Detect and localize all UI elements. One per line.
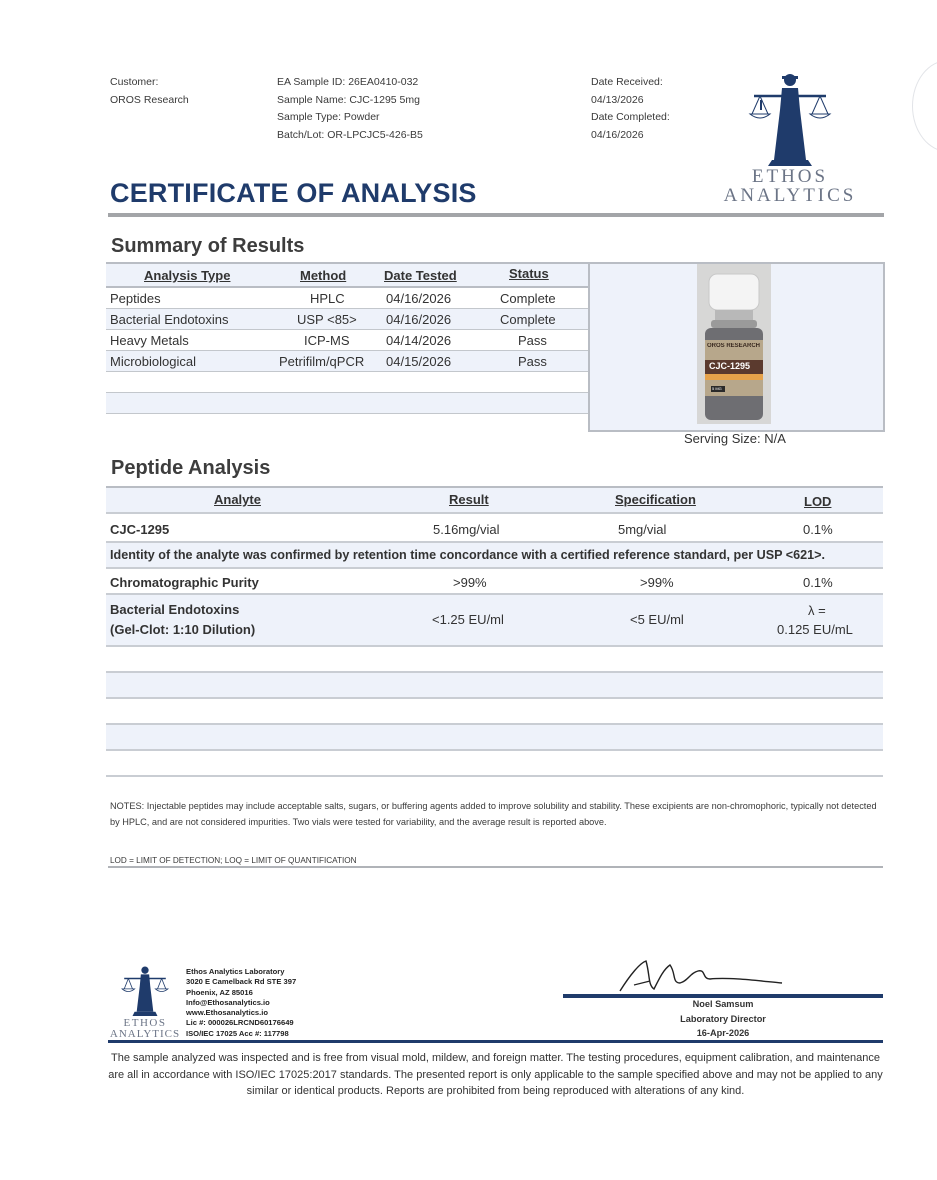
cell-analysis-type: Heavy Metals [110,333,189,348]
product-photo [697,264,771,424]
title-rule [108,213,884,217]
cell-method: Petrifilm/qPCR [279,354,365,369]
cell-method: HPLC [310,291,345,306]
footer-logo [106,965,184,1041]
serving-size: Serving Size: N/A [684,431,786,446]
summary-table [106,262,588,414]
table-row-empty [106,725,883,751]
logo-line-2: ANALYTICS [723,185,857,206]
col-analyte: Analyte [214,492,261,507]
batch-lot: Batch/Lot: OR-LPCJC5-426-B5 [277,128,423,141]
cell-lod: 0.1% [803,522,833,537]
cell-result: 5.16mg/vial [433,522,500,537]
product-image-box [588,262,885,432]
footer-disclaimer: The sample analyzed was inspected and is free from visual mold, mildew, and foreign matter. The testing procedures, equipment calibration, and maintenance are all in accordance with ISO/IEC 17025:2017 standards. The presented report is only applicable to the sample specified above and may not be applied to any similar or identical products. Reports are prohibited from being reproduced with alterations of any kind. [108,1052,883,1097]
lab-address-1: 3020 E Camelback Rd STE 397 [186,977,297,987]
date-completed-label: Date Completed: [591,111,670,123]
cell-status: Complete [500,312,556,327]
cell-date: 04/14/2026 [386,333,452,348]
cell-date: 04/16/2026 [386,291,452,306]
table-row [106,288,588,309]
table-row-empty [106,647,883,673]
sample-block [277,74,423,144]
cell-status: Complete [500,291,556,306]
col-specification: Specification [615,492,696,507]
vial-label: CJC-1295 [709,361,751,371]
cell-lod-line-2: 0.125 EU/mL [777,622,853,637]
peptide-header-row [106,488,883,514]
signer-name: Noel Samsum [692,999,754,1009]
table-row [106,514,883,543]
lab-info [186,967,296,1039]
notes-text: Injectable peptides may include acceptable salts, sugars, or buffering agents added to improve solubility and stability. These excipients are non-chromophoric, typically not detected by HPLC, and are not considered impurities. Two vials were tested for variability, and the average result is reported above. [110,801,877,827]
lab-address-2: Phoenix, AZ 85016 [186,987,253,997]
table-row [106,351,588,372]
date-received-label: Date Received: [591,76,663,88]
table-row [106,595,883,647]
date-completed: 04/16/2026 [591,128,644,141]
sample-id: EA Sample ID: 26EA0410-032 [277,76,419,88]
table-row-empty [106,751,883,777]
cell-lod-line-1: λ = [808,603,826,618]
table-row-empty [106,393,588,414]
cell-analyte-line-2: (Gel-Clot: 1:10 Dilution) [110,622,256,637]
justice-figure-icon [720,70,860,170]
cell-result: <1.25 EU/ml [432,612,504,627]
summary-header-row [106,264,588,288]
col-result: Result [449,492,489,507]
cell-analyte-line-1: Bacterial Endotoxins [110,602,240,617]
signature-date: 16-Apr-2026 [696,1028,750,1038]
dates-block [591,74,670,144]
footer-logo-line-1: ETHOS [123,1017,167,1029]
signature-mark [610,955,790,997]
identity-note-row [106,543,883,569]
signature-line [563,994,883,998]
col-status: Status [509,266,549,281]
cell-result: >99% [453,575,487,590]
cell-date: 04/15/2026 [386,354,452,369]
footer-logo-line-2: ANALYTICS [109,1028,181,1040]
lab-email: Info@Ethosanalytics.io [186,997,270,1007]
logo-line-1: ETHOS [751,166,829,187]
table-row [106,569,883,595]
customer-block [110,74,189,109]
cell-spec: >99% [640,575,674,590]
cell-status: Pass [518,354,547,369]
table-row-empty [106,372,588,393]
ethos-logo [720,70,860,210]
signer-title: Laboratory Director [680,1014,766,1024]
notes [110,799,880,830]
peptide-table [106,486,883,777]
justice-figure-icon [106,965,184,1017]
peptide-heading: Peptide Analysis [111,457,271,479]
notes-label: NOTES: [110,801,145,811]
cell-analyte: Chromatographic Purity [110,575,259,590]
cell-analysis-type: Microbiological [110,354,196,369]
lod-rule [108,866,883,868]
cell-analyte: CJC-1295 [110,522,170,537]
col-method: Method [300,268,347,283]
cell-status: Pass [518,333,547,348]
lab-iso: ISO/IEC 17025 Acc #: 117798 [186,1028,289,1038]
customer-value: OROS Research [110,93,189,106]
cell-date: 04/16/2026 [386,312,452,327]
footer-rule [108,1040,883,1043]
cell-spec: <5 EU/ml [630,612,684,627]
table-row-empty [106,673,883,699]
page-corner-mark [912,60,937,152]
lab-license: Lic #: 000026LRCND60176649 [186,1018,294,1028]
cell-analysis-type: Peptides [110,291,161,306]
table-row [106,309,588,330]
col-lod: LOD [804,494,832,509]
vial-dose: 5 MG [712,386,722,391]
col-analysis-type: Analysis Type [144,268,231,283]
table-row-empty [106,699,883,725]
cell-analysis-type: Bacterial Endotoxins [110,312,229,327]
sample-type: Sample Type: Powder [277,111,380,123]
cell-method: ICP-MS [304,333,350,348]
date-received: 04/13/2026 [591,93,644,106]
cell-lod: 0.1% [803,575,833,590]
cell-spec: 5mg/vial [618,522,667,537]
sample-name: Sample Name: CJC-1295 5mg [277,93,420,106]
cell-method: USP <85> [297,312,357,327]
lab-website: www.Ethosanalytics.io [186,1008,269,1018]
identity-note: Identity of the analyte was confirmed by retention time concordance with a certified reference standard, per USP <621>. [110,548,826,562]
col-date-tested: Date Tested [384,268,457,283]
table-row [106,330,588,351]
lod-definition: LOD = LIMIT OF DETECTION; LOQ = LIMIT OF QUANTIFICATION [110,856,357,865]
page-title: CERTIFICATE OF ANALYSIS [110,178,477,208]
customer-label: Customer: [110,76,159,88]
vial-brand: OROS RESEARCH [707,343,761,349]
summary-heading: Summary of Results [111,235,305,257]
lab-name: Ethos Analytics Laboratory [186,967,285,976]
